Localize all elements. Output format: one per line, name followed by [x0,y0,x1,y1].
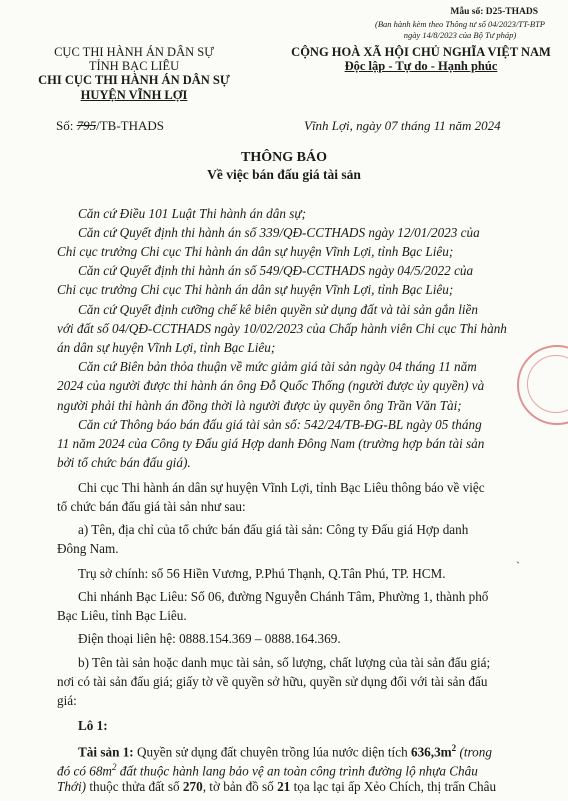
document-number [56,118,164,134]
asset1-l3d: tọa lạc tại ấp Xẻo Chích, thị trấn Châu [290,779,497,794]
basis-line-9: Căn cứ Biên bản thỏa thuận về mức giảm giá tài sản ngày 04 tháng 11 năm [78,359,477,374]
body-line-8: Điện thoại liên hệ: 0888.154.369 – 0888.164.369. [78,631,341,646]
document-title: THÔNG BÁO [241,150,327,165]
asset1-label: Tài sản 1: [78,744,134,760]
agency-line3: CHI CỤC THI HÀNH ÁN DÂN SỰ [38,73,230,87]
nation-motto: Độc lập - Tự do - Hạnh phúc [344,59,498,73]
agency-line4 [36,88,232,102]
form-code: Mẫu số: D25-THADS [450,7,538,17]
basis-line-3: Chi cục trưởng Chi cục Thi hành án dân sự huyện Vĩnh Lợi, tỉnh Bạc Liêu; [57,244,454,259]
nation-line1: CỘNG HOÀ XÃ HỘI CHỦ NGHĨA VIỆT NAM [291,45,551,59]
basis-line-7: với đất số 04/QĐ-CCTHADS ngày 10/02/2023 của Chấp hành viên Chi cục Thi hành [57,321,507,336]
form-note-line2: ngày 14/8/2023 của Bộ Tư pháp) [403,30,517,40]
agency-line1: CỤC THI HÀNH ÁN DÂN SỰ [54,45,214,59]
asset1-text2: (trong [456,744,492,760]
body-line-11: giá: [57,693,77,708]
place-date: Vĩnh Lợi, ngày 07 tháng 11 năm 2024 [304,118,501,133]
asset1-l2b: đất thuộc hành lang bảo vệ an toàn công trình đường lộ nhựa Châu [116,763,478,779]
asset1-sheet: 21 [277,779,291,794]
asset1-l2a: đó có 68m [57,763,112,779]
form-note-line1: (Ban hành kèm theo Thông tư số 04/2023/TT-BTP [375,19,545,29]
body-line-1: Chi cục Thi hành án dân sự huyện Vĩnh Lợi, tỉnh Bạc Liêu thông báo về việc [78,480,485,495]
basis-line-11: người phải thi hành án đồng thời là người được ủy quyền ông Trần Văn Tài; [57,398,462,413]
basis-line-2: Căn cứ Quyết định thi hành án số 339/QĐ-CCTHADS ngày 12/01/2023 của [78,225,480,240]
agency-line2: TỈNH BẠC LIÊU [88,59,180,73]
doc-no-prefix: Số: [56,118,74,133]
basis-line-13: 11 năm 2024 của Công ty Đấu giá Hợp danh Đông Nam (trường hợp bán tài sản [57,436,485,451]
body-line-6: Chi nhánh Bạc Liêu: Số 06, đường Nguyễn Chánh Tâm, Phường 1, thành phố [78,589,489,604]
asset1-l3c: , tờ bản đồ số [202,779,278,794]
asset1-area: 636,3m [410,744,452,760]
body-line-2: tổ chức bán đấu giá tài sản như sau: [57,499,246,514]
body-line-3: a) Tên, địa chỉ của tổ chức bán đấu giá tài sản: Công ty Đấu giá Hợp danh [78,522,469,537]
asset1-parcel: 270 [182,779,203,794]
basis-line-4: Căn cứ Quyết định thi hành án số 549/QĐ-CCTHADS ngày 04/5/2022 của [78,263,474,278]
basis-line-1: Căn cứ Điều 101 Luật Thi hành án dân sự; [78,206,306,221]
basis-line-10: 2024 của người được thi hành án ông Đỗ Quốc Thống (người được ủy quyền) và [57,378,485,393]
doc-no-suffix: /TB-THADS [96,118,164,133]
doc-no-number: 795 [76,118,97,133]
official-seal [517,345,568,425]
basis-line-12: Căn cứ Thông báo bán đấu giá tài sản số: 542/24/TB-ĐG-BL ngày 05 tháng [78,417,482,432]
basis-line-14: bởi tổ chức bán đấu giá). [57,455,191,470]
body-line-7: Bạc Liêu, tỉnh Bạc Liêu. [57,608,187,623]
lot-heading: Lô 1: [78,718,108,733]
asset1-line3 [57,777,496,796]
asset1-text1: Quyền sử dụng đất chuyên trồng lúa nước diện tích [133,744,411,760]
nation-line2 [288,59,554,73]
asset1-l3a: Thới) [57,779,87,794]
agency-line4-text: HUYỆN VĨNH LỢI [80,88,188,102]
body-line-4: Đông Nam. [57,541,119,556]
body-line-10: nơi có tài sản đấu giá; giấy tờ về quyền sở hữu, quyền sử dụng đối với tài sản đấu [57,674,488,689]
document-subtitle: Về việc bán đấu giá tài sản [207,167,361,182]
asset1-l2sup: 2 [111,762,117,772]
asset1-l3b: thuộc thửa đất số [86,779,183,794]
asset1-area-sup: 2 [451,743,457,753]
pen-mark: ˏ [516,550,520,564]
body-line-9: b) Tên tài sản hoặc danh mục tài sản, số lượng, chất lượng của tài sản đấu giá; [78,655,491,670]
body-line-5: Trụ sở chính: số 56 Hiền Vương, P.Phú Thạnh, Q.Tân Phú, TP. HCM. [78,566,446,581]
basis-line-8: án dân sự huyện Vĩnh Lợi, tỉnh Bạc Liêu; [57,340,276,355]
basis-line-6: Căn cứ Quyết định cưỡng chế kê biên quyền sử dụng đất và tài sản gắn liền [78,302,478,317]
official-seal-inner-ring [527,355,568,413]
form-note [355,19,565,41]
basis-line-5: Chi cục trưởng Chi cục Thi hành án dân sự huyện Vĩnh Lợi, tỉnh Bạc Liêu; [57,282,454,297]
